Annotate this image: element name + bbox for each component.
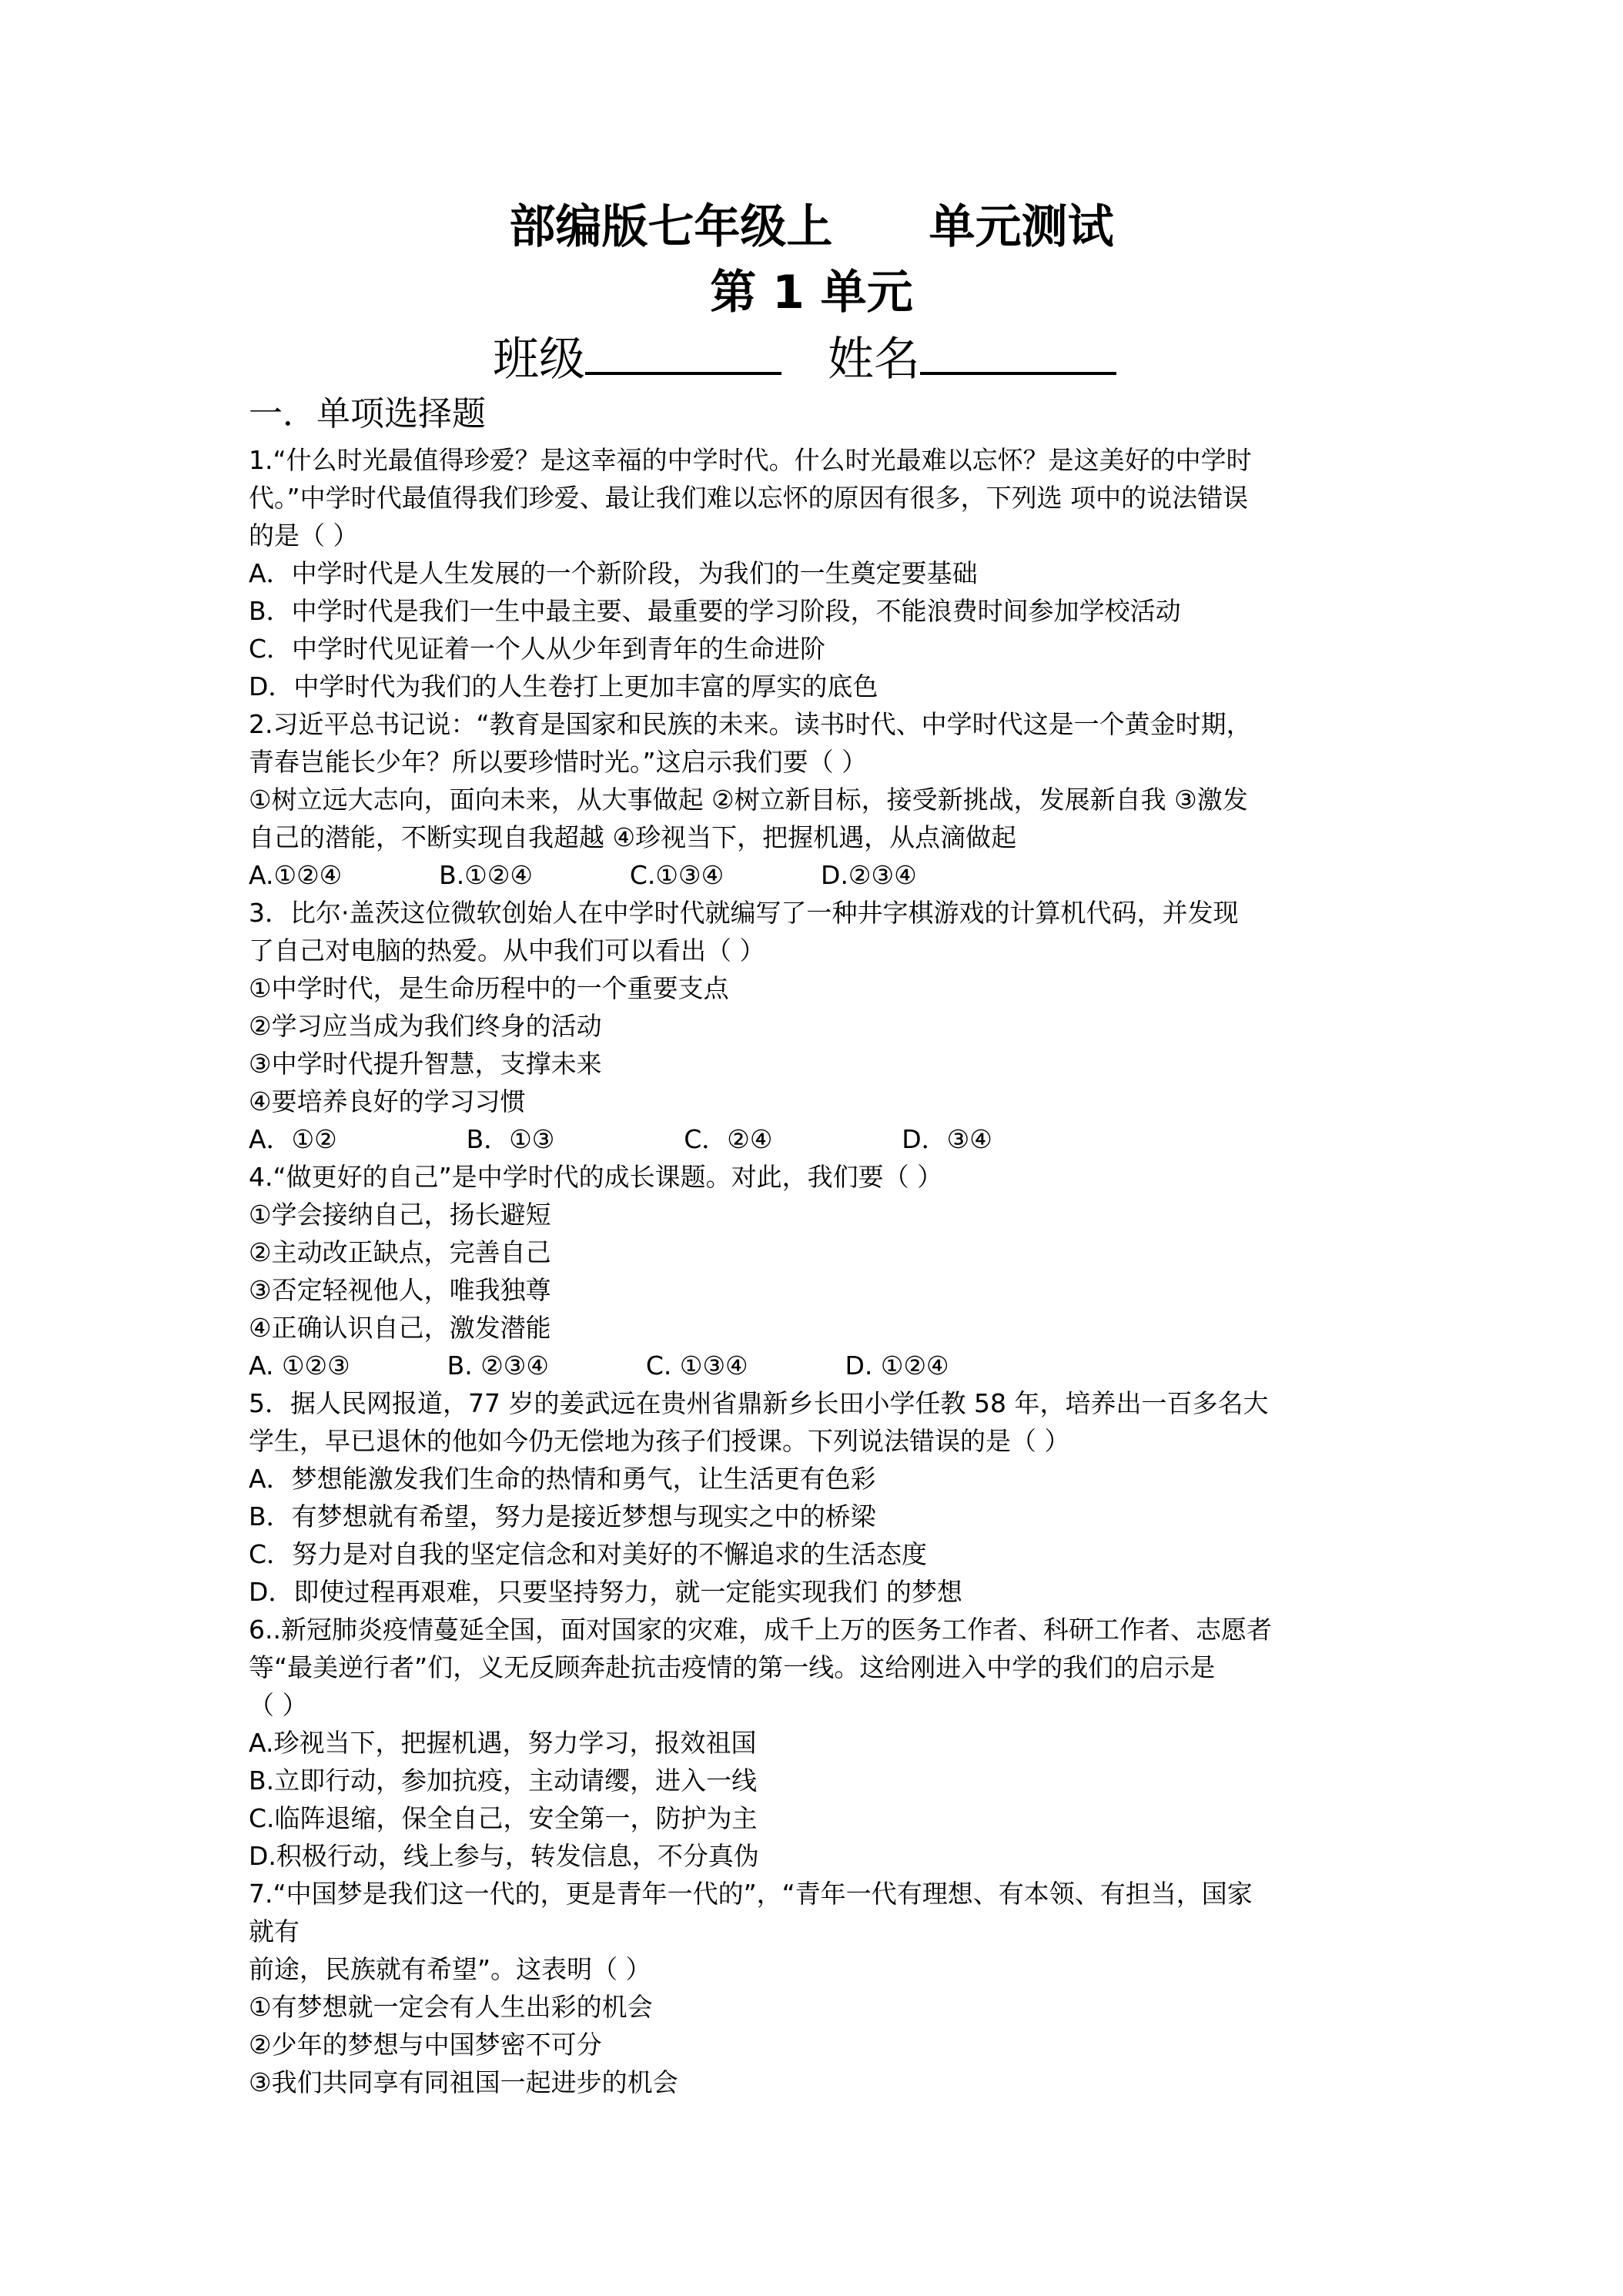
text-line: ③否定轻视他人，唯我独尊 — [249, 1275, 551, 1305]
text-line: B．中学时代是我们一生中最主要、最重要的学习阶段，不能浪费时间参加学校活动 — [249, 596, 1181, 626]
text-line: （ ） — [249, 1690, 308, 1720]
text-line: 学生，早已退休的他如今仍无偿地为孩子们授课。下列说法错误的是（ ） — [249, 1426, 1070, 1456]
text-line: ②主动改正缺点，完善自己 — [249, 1237, 551, 1267]
text-line: 青春岂能长少年？所以要珍惜时光。”这启示我们要（ ） — [249, 747, 868, 777]
text-line: B．有梦想就有希望，努力是接近梦想与现实之中的桥梁 — [249, 1501, 876, 1531]
text-line: ①树立远大志向，面向未来，从大事做起 ②树立新目标，接受新挑战，发展新自我 ③激发 — [249, 785, 1248, 815]
text-line: 5．据人民网报道，77 岁的姜武远在贵州省鼎新乡长田小学任教 58 年，培养出一百多名大 — [249, 1388, 1269, 1418]
text-line: B.立即行动，参加抗疫，主动请缨，进入一线 — [249, 1766, 758, 1796]
text-line: 自己的潜能，不断实现自我超越 ④珍视当下，把握机遇，从点滴做起 — [249, 822, 1017, 852]
text-line: 就有 — [249, 1916, 300, 1946]
unit-title: 第 1 单元 — [710, 266, 913, 320]
name-label: 姓名 — [828, 333, 920, 387]
document-title: 部编版七年级上 单元测试 — [509, 200, 1114, 254]
text-line: 1.“什么时光最值得珍爱？是这幸福的中学时代。什么时光最难以忘怀？是这美好的中学时 — [249, 445, 1252, 475]
text-line: ②少年的梦想与中国梦密不可分 — [249, 2030, 602, 2060]
text-line: C．努力是对自我的坚定信念和对美好的不懈追求的生活态度 — [249, 1539, 928, 1569]
text-line: 了自己对电脑的热爱。从中我们可以看出（ ） — [249, 935, 765, 966]
text-line: 4.“做更好的自己”是中学时代的成长课题。对此，我们要（ ） — [249, 1162, 943, 1192]
text-line: 7.“中国梦是我们这一代的，更是青年一代的”，“青年一代有理想、有本领、有担当，国家 — [249, 1879, 1253, 1909]
text-line: 6..新冠肺炎疫情蔓延全国，面对国家的灾难，成千上万的医务工作者、科研工作者、志愿者 — [249, 1615, 1272, 1645]
text-line: 3．比尔·盖茨这位微软创始人在中学时代就编写了一种井字棋游戏的计算机代码，并发现 — [249, 898, 1239, 928]
text-line: 2.习近平总书记说：“教育是国家和民族的未来。读书时代、中学时代这是一个黄金时期， — [249, 709, 1252, 739]
name-blank — [920, 327, 1116, 375]
section-heading: 一．单项选择题 — [249, 394, 486, 433]
options-line: A．①② B．①③ C．②④ D．③④ — [249, 1124, 992, 1154]
text-line: ④正确认识自己，激发潜能 — [249, 1313, 551, 1343]
text-line: A．梦想能激发我们生命的热情和勇气，让生活更有色彩 — [249, 1464, 876, 1494]
text-line: 代。”中学时代最值得我们珍爱、最让我们难以忘怀的原因有很多，下列选 项中的说法错误 — [249, 483, 1249, 513]
options-line: A. ①②③ B. ②③④ C. ①③④ D. ①②④ — [249, 1350, 949, 1381]
text-line: D.积极行动，线上参与，转发信息，不分真伪 — [249, 1841, 759, 1871]
text-line: C.临阵退缩，保全自己，安全第一，防护为主 — [249, 1803, 758, 1833]
text-line: ②学习应当成为我们终身的活动 — [249, 1011, 602, 1041]
text-line: 前途，民族就有希望”。这表明（ ） — [249, 1954, 651, 1984]
options-line: A.①②④ B.①②④ C.①③④ D.②③④ — [249, 860, 917, 890]
text-line: A.珍视当下，把握机遇，努力学习，报效祖国 — [249, 1728, 757, 1758]
text-line: D．即使过程再艰难，只要坚持努力，就一定能实现我们 的梦想 — [249, 1577, 962, 1607]
text-line: C．中学时代见证着一个人从少年到青年的生命进阶 — [249, 634, 826, 664]
text-line: 的是（ ） — [249, 520, 359, 551]
text-line: D．中学时代为我们的人生卷打上更加丰富的厚实的底色 — [249, 671, 878, 701]
text-line: A．中学时代是人生发展的一个新阶段，为我们的一生奠定要基础 — [249, 558, 978, 588]
text-line: ①学会接纳自己，扬长避短 — [249, 1200, 551, 1230]
text-line: ①有梦想就一定会有人生出彩的机会 — [249, 1992, 653, 2022]
question-body — [249, 441, 1396, 2101]
text-line: ①中学时代，是生命历程中的一个重要支点 — [249, 973, 729, 1003]
student-info-line — [493, 327, 1163, 390]
class-label: 班级 — [493, 333, 585, 387]
class-blank — [585, 327, 781, 375]
text-line: ④要培养良好的学习习惯 — [249, 1086, 526, 1116]
text-line: ③中学时代提升智慧，支撑未来 — [249, 1049, 602, 1079]
text-line: ③我们共同享有同祖国一起进步的机会 — [249, 2067, 678, 2097]
text-line: 等“最美逆行者”们，义无反顾奔赴抗击疫情的第一线。这给刚进入中学的我们的启示是 — [249, 1652, 1216, 1682]
